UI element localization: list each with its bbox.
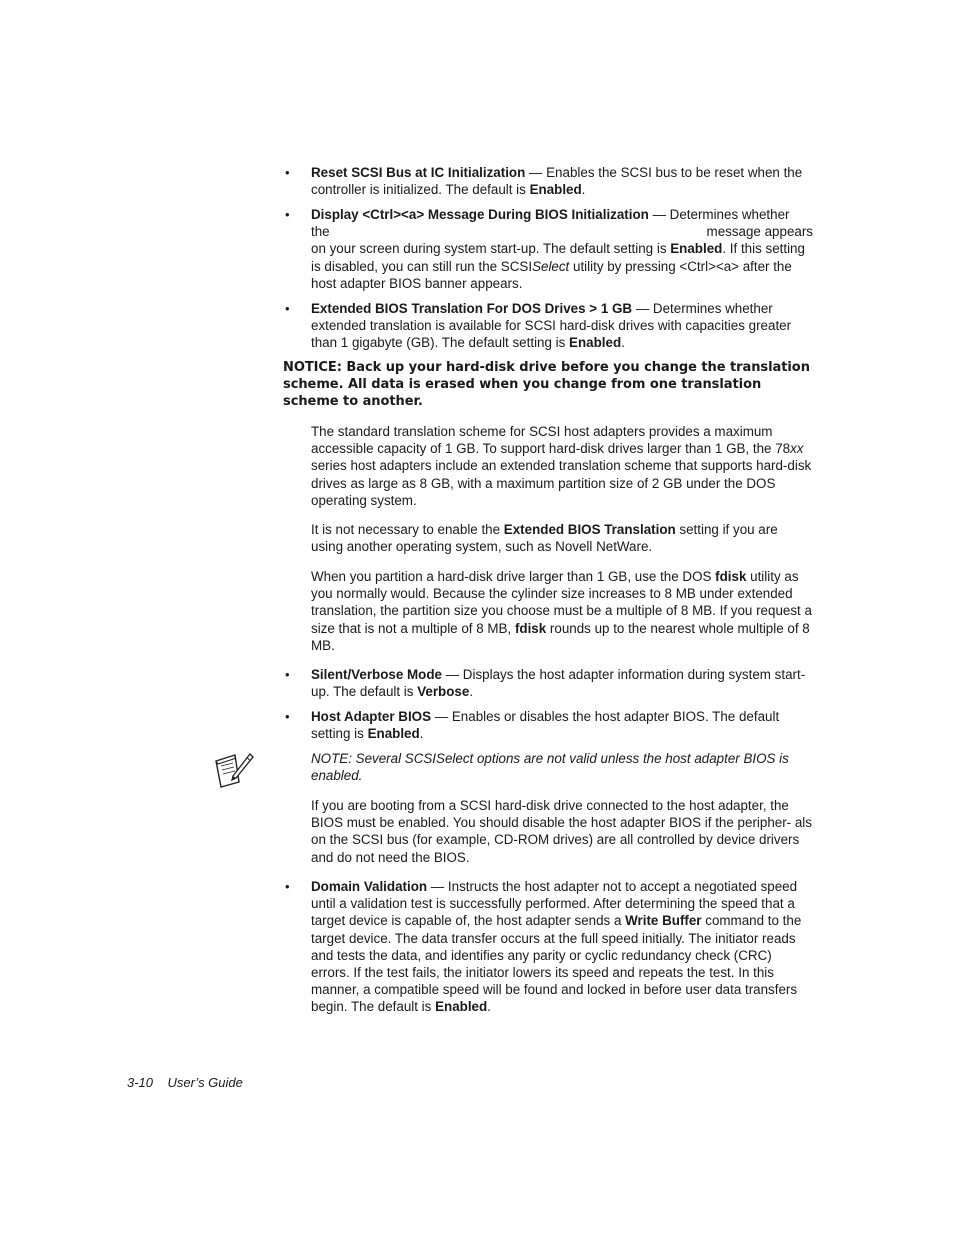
guide-title: User’s Guide	[167, 1075, 243, 1090]
domain-validation-item: Domain Validation — Instructs the host adapter not to accept a negotiated speed until a validation test is successfully performed. After determining the speed that a target device is capable of, the host adapter sends a Write Buffer command to the target device. The data transfer occurs at the full speed initially. The initiator reads and tests the data, and identifies any parity or cyclic redundancy check (CRC) errors. If the test fails, the initiator lowers its speed and repeats the test. In this manner, a compatible speed will be found and locked in before user data transfers begin. The default is Enabled.	[311, 879, 802, 1015]
partition-paragraph: When you partition a hard-disk drive larger than 1 GB, use the DOS fdisk utility as you normally would. Because the cylinder size increases to 8 MB under extended translation, the partition size you choose must be a multiple of 8 MB. If you request a size that is not a multiple of 8 MB, fdisk rounds up to the nearest whole multiple of 8 MB.	[311, 569, 812, 653]
bullet: •	[285, 879, 290, 894]
item-title: Display <Ctrl><a> Message During BIOS Initialization	[311, 207, 649, 222]
notice-text: NOTICE: Back up your hard-disk drive before you change the translation scheme. All data is erased when you change from one translation scheme to another.	[283, 360, 810, 410]
standard-translation-paragraph: The standard translation scheme for SCSI host adapters provides a maximum accessible capacity of 1 GB. To support hard-disk drives larger than 1 GB, the 78xx series host adapters include an extended translation scheme that supports hard-disk drives as large as 8 GB, with a maximum partition size of 2 GB under the DOS operating system.	[311, 424, 812, 508]
page-number: 3-10	[127, 1075, 154, 1090]
page-footer	[127, 1074, 243, 1091]
bullet: •	[285, 165, 290, 180]
host-adapter-bios-item: Host Adapter BIOS — Enables or disables the host adapter BIOS. The default setting is Enabled.	[311, 709, 780, 742]
bullet: •	[285, 667, 290, 682]
booting-paragraph: If you are booting from a SCSI hard-disk drive connected to the host adapter, the BIOS must be enabled. You should disable the host adapter BIOS if the peripher- als on the SCSI bus (for example, CD-ROM drives) are all controlled by device drivers and do not need the BIOS.	[311, 798, 812, 865]
not-necessary-paragraph: It is not necessary to enable the Extended BIOS Translation setting if you are using another operating system, such as Novell NetWare.	[311, 522, 778, 555]
item-title: Reset SCSI Bus at IC Initialization	[311, 165, 526, 180]
display-message-item: Display <Ctrl><a> Message During BIOS Initialization — Determines whether the message appears on your screen during system start-up. The default setting is Enabled. If this setting is disabled, you can still run the SCSISelect utility by pressing <Ctrl><a> after the host adapter BIOS banner appears.	[311, 207, 813, 291]
item-title: Silent/Verbose Mode	[311, 667, 442, 682]
item-title: Host Adapter BIOS	[311, 709, 432, 724]
bullet: •	[285, 301, 290, 316]
reset-scsi-item: Reset SCSI Bus at IC Initialization — Enables the SCSI bus to be reset when the controller is initialized. The default is Enabled.	[311, 165, 803, 198]
bullet: •	[285, 207, 290, 222]
item-title: Domain Validation	[311, 879, 428, 894]
extended-bios-item: Extended BIOS Translation For DOS Drives > 1 GB — Determines whether extended translation is available for SCSI hard-disk drives with capacities greater than 1 gigabyte (GB). The default setting is Enabled.	[311, 301, 792, 351]
note-text: NOTE: Several SCSISelect options are not valid unless the host adapter BIOS is enabled.	[311, 751, 789, 784]
item-title: Extended BIOS Translation For DOS Drives > 1 GB	[311, 301, 633, 316]
bullet: •	[285, 709, 290, 724]
note-pencil-icon	[213, 751, 255, 789]
silent-verbose-item: Silent/Verbose Mode — Displays the host adapter information during system start-up. The default is Verbose.	[311, 667, 806, 700]
